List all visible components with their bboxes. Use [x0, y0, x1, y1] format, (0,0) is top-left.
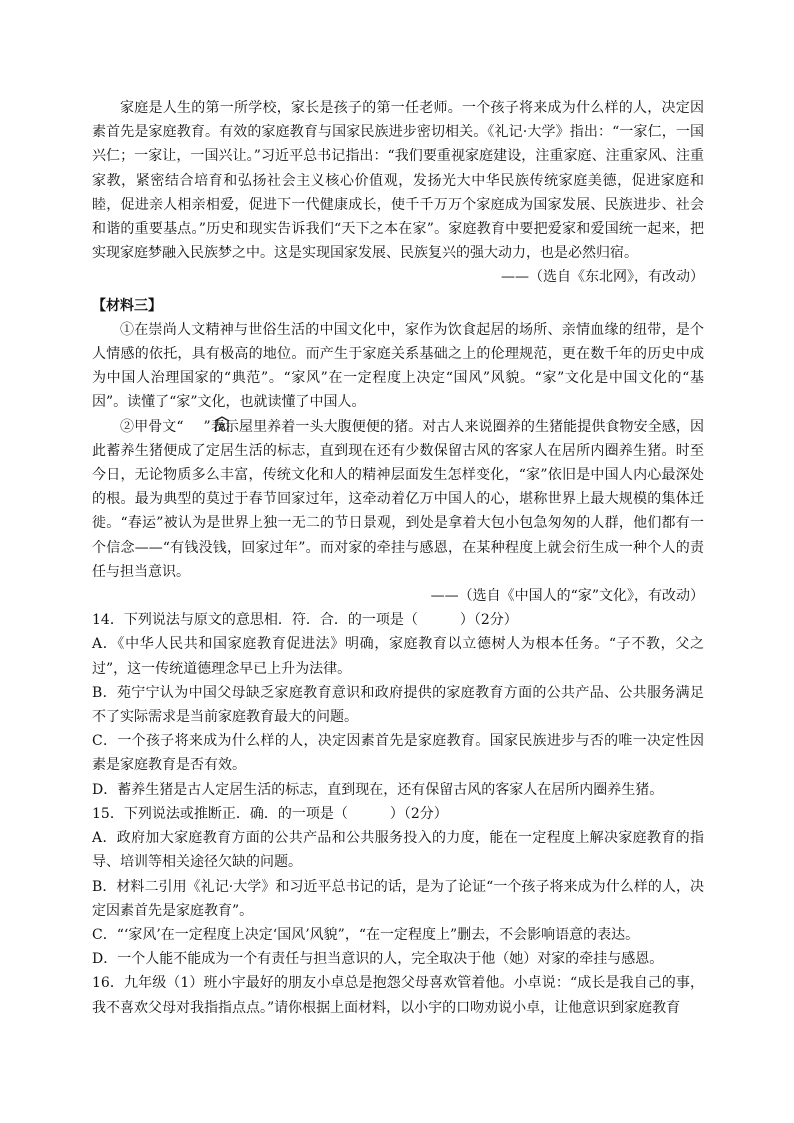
- question-15-stem: 15．下列说法或推断正．确．的一项是（ ）（2分）: [92, 805, 448, 822]
- question-14-option-d: D．蓄养生猪是古人定居生活的标志，直到现在，还有保留古风的客家人在居所内圈养生猪。: [92, 781, 664, 798]
- p2-before: ②甲骨文“: [120, 418, 184, 435]
- exam-page: [92, 96, 704, 1020]
- material3-paragraph-2: [92, 415, 704, 584]
- question-14-option-a: A．《中华人民共和国家庭教育促进法》明确，家庭教育以立德树人为根本任务。“子不教，父之过”，这一传统道德理念早已上升为法律。: [92, 636, 704, 677]
- material2-paragraph: 家庭是人生的第一所学校，家长是孩子的第一任老师。一个孩子将来成为什么样的人，决定因素首先是家庭教育。有效的家庭教育与国家民族进步密切相关。《礼记·大学》指出：“一家仁，一国兴仁；一家让，一国兴让。”习近平总书记指出：“我们要重视家庭建设，注重家庭、注重家风、注重家教，紧密结合培育和弘扬社会主义核心价值观，发扬光大中华民族传统家庭美德，促进家庭和睦，促进亲人相亲相爱，促进下一代健康成长，使千千万万个家庭成为国家发展、民族进步、社会和谐的重要基点。”历史和现实告诉我们“天下之本在家”。家庭教育中要把爱家和爱国统一起来，把实现家庭梦融入民族梦之中。这是实现国家发展、民族复兴的强大动力，也是必然归宿。: [92, 100, 704, 262]
- question-14-stem: 14．下列说法与原文的意思相．符．合．的一项是（ ）（2分）: [92, 612, 518, 629]
- oracle-bone-jia-icon: [185, 416, 203, 434]
- material3-paragraph-1: ①在崇尚人文精神与世俗生活的中国文化中，家作为饮食起居的场所、亲情血缘的纽带，是个人情感的依托，具有极高的地位。而产生于家庭关系基础之上的伦理规范，更在数千年的历史中成为中国人治理国家的“典范”。“家风”在一定程度上决定“国风”风貌。“家”文化是中国文化的“基因”。读懂了“家”文化，也就读懂了中国人。: [92, 321, 704, 411]
- question-14-option-b: B．苑宁宁认为中国父母缺乏家庭教育意识和政府提供的家庭教育方面的公共产品、公共服务满足不了实际需求是当前家庭教育最大的问题。: [92, 684, 704, 726]
- material3-source: ——（选自《中国人的“家”文化》，有改动）: [430, 588, 704, 605]
- question-15-option-b: B．材料二引用《礼记·大学》和习近平总书记的话，是为了论证“一个孩子将来成为什么样的人，决定因素首先是家庭教育”。: [92, 878, 704, 919]
- question-15-option-c: C．“‘家风’在一定程度上决定‘国风’风貌”，“在一定程度上”删去，不会影响语意的表达。: [92, 926, 640, 943]
- question-16-stem: 16．九年级（1）班小宇最好的朋友小卓总是抱怨父母喜欢管着他。小卓说：“成长是我自己的事，我不喜欢父母对我指指点点。”请你根据上面材料，以小宇的口吻劝说小卓，让他意识到家庭教育: [92, 975, 704, 1016]
- p2-after: ”表示屋里养着一头大腹便便的猪。对古人来说圈养的生猪能提供食物安全感，因此蓄养生猪便成了定居生活的标志，直到现在还有少数保留古风的客家人在居所内圈养生猪。时至今日，无论物质多么丰富，传统文化和人的精神层面发生怎样变化，“家”依旧是中国人内心最深处的根。最为典型的莫过于春节回家过年，这牵动着亿万中国人的心，堪称世界上最大规模的集体迁徙。“春运”被认为是世界上独一无二的节日景观，到处是拿着大包小包急匆匆的人群，他们都有一个信念——“有钱没钱，回家过年”。而对家的牵挂与感恩，在某种程度上就会衍生成一种个人的责任与担当意识。: [92, 418, 704, 580]
- question-15-option-d: D．一个人能不能成为一个有责任与担当意识的人，完全取决于他（她）对家的牵挂与感恩。: [92, 951, 664, 968]
- material3-heading: 【材料三】: [92, 297, 162, 314]
- question-14-option-c: C．一个孩子将来成为什么样的人，决定因素首先是家庭教育。国家民族进步与否的唯一决定性因素是家庭教育是否有效。: [92, 733, 704, 774]
- material2-source: ——（选自《东北网》，有改动）: [501, 269, 704, 286]
- question-15-option-a: A．政府加大家庭教育方面的公共产品和公共服务投入的力度，能在一定程度上解决家庭教育的指导、培训等相关途径欠缺的问题。: [92, 830, 704, 871]
